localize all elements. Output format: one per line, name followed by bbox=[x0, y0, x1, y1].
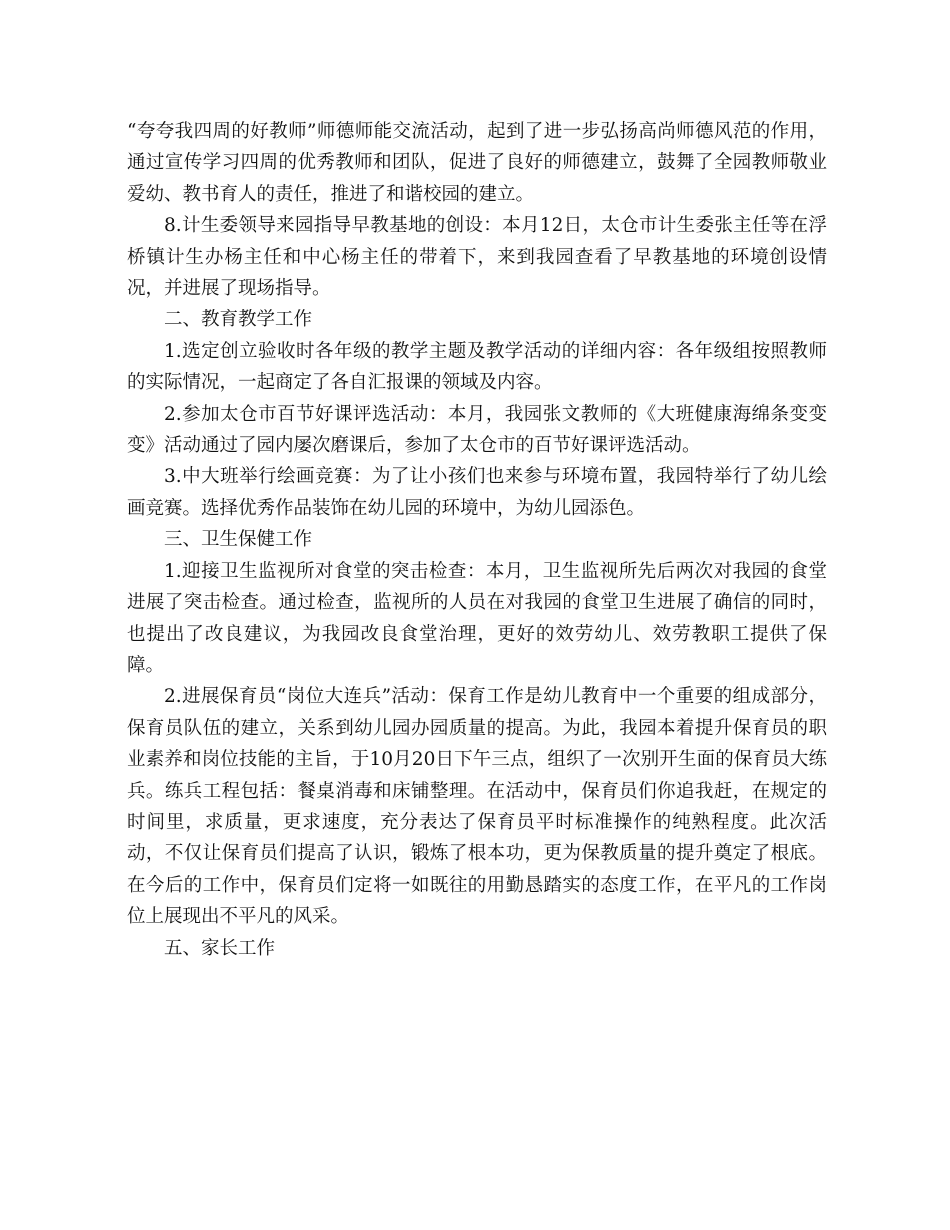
paragraph-health-1: 1.迎接卫生监视所对食堂的突击检查：本月，卫生监视所先后两次对我园的食堂进展了突击检查。通过检查，监视所的人员在对我园的食堂卫生进展了确信的同时，也提出了改良建议，为我园改良食堂治理，更好的效劳幼儿、效劳教职工提供了保障。 bbox=[127, 560, 827, 676]
paragraph-health-2: 2.进展保育员“岗位大连兵”活动：保育工作是幼儿教育中一个重要的组成部分，保育员队伍的建立，关系到幼儿园办园质量的提高。为此，我园本着提升保育员的职业素养和岗位技能的主旨，于10月20日下午三点，组织了一次别开生面的保育员大练兵。练兵工程包括：餐桌消毒和床铺整理。在活动中，保育员们你追我赶，在规定的时间里，求质量，更求速度，充分表达了保育员平时标准操作的纯熟程度。此次活动，不仅让保育员们提高了认识，锻炼了根本功，更为保教质量的提升奠定了根底。在今后的工作中，保育员们定将一如既往的用勤恳踏实的态度工作，在平凡的工作岗位上展现出不平凡的风采。 bbox=[127, 686, 827, 928]
section-heading-education: 二、教育教学工作 bbox=[164, 309, 313, 331]
section-heading-health: 三、卫生保健工作 bbox=[164, 529, 313, 551]
paragraph-education-1: 1.选定创立验收时各年级的教学主题及教学活动的详细内容：各年级组按照教师的实际情况，一起商定了各自汇报课的领域及内容。 bbox=[127, 340, 827, 394]
section-heading-parents: 五、家长工作 bbox=[164, 937, 276, 959]
paragraph-education-2: 2.参加太仓市百节好课评选活动：本月，我园张文教师的《大班健康海绵条变变变》活动通过了园内屡次磨课后，参加了太仓市的百节好课评选活动。 bbox=[127, 403, 827, 457]
paragraph-item-8: 8.计生委领导来园指导早教基地的创设：本月12日，太仓市计生委张主任等在浮桥镇计生办杨主任和中心杨主任的带着下，来到我园查看了早教基地的环境创设情况，并进展了现场指导。 bbox=[127, 215, 827, 300]
paragraph-education-3: 3.中大班举行绘画竞赛：为了让小孩们也来参与环境布置，我园特举行了幼儿绘画竞赛。选择优秀作品装饰在幼儿园的环境中，为幼儿园添色。 bbox=[127, 466, 827, 519]
paragraph-continuation: “夸夸我四周的好教师”师德师能交流活动，起到了进一步弘扬高尚师德风范的作用，通过宣传学习四周的优秀教师和团队，促进了良好的师德建立，鼓舞了全园教师敬业爱幼、教书育人的责任，推进了和谐校园的建立。 bbox=[127, 121, 827, 205]
document-body bbox=[127, 116, 827, 964]
